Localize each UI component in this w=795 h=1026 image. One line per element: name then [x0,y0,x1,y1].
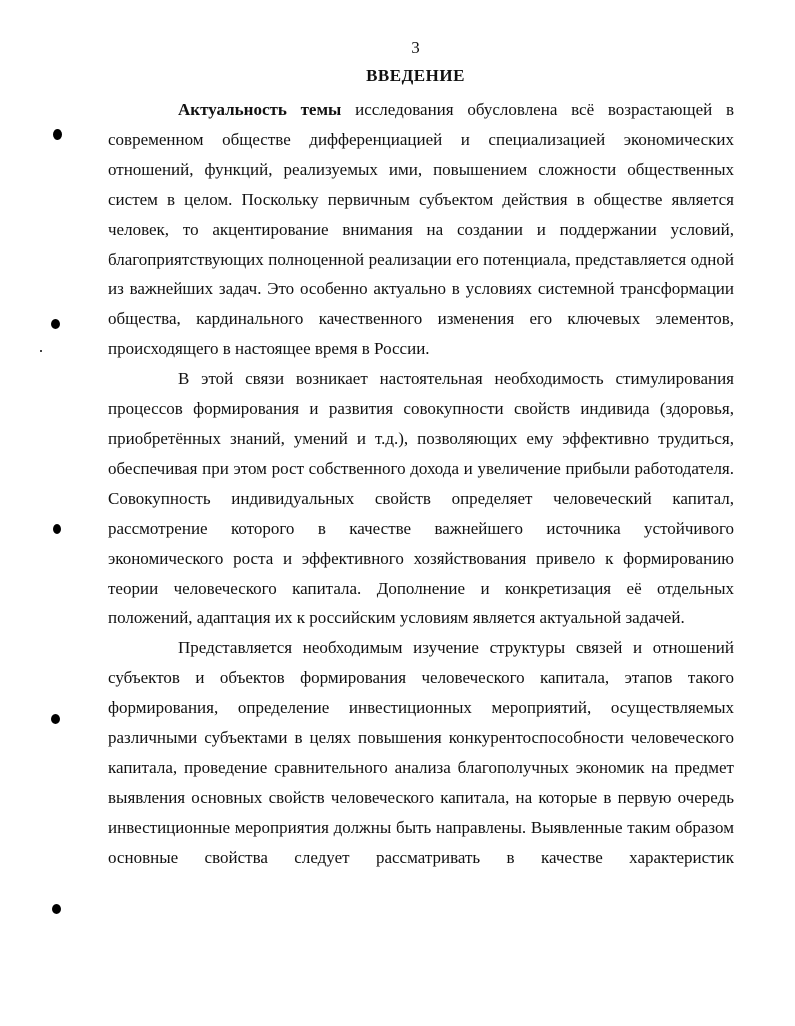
margin-punch-mark [51,714,60,724]
paragraph-text: Представляется необходимым изучение структуры связей и отношений субъектов и объектов формирования человеческого капитала, этапов такого формирования, определение инвестиционных мероприятий, осуществляемых различными субъектами в целях повышения конкурентоспособности человеческого капитала, проведение сравнительного анализа благополучных экономик на предмет выявления основных свойств человеческого капитала, на которые в первую очередь инвестиционные мероприятия должны быть направлены. Выявленные таким образом основные свойства следует рассматривать в качестве характеристик [108,638,734,867]
paragraph-text: В этой связи возникает настоятельная необходимость стимулирования процессов формирования и развития совокупности свойств индивида (здоровья, приобретённых знаний, умений и т.д.), позволяющих ему эффективно трудиться, обеспечивая при этом рост собственного дохода и увеличение прибыли работодателя. Совокупность индивидуальных свойств определяет человеческий капитал, рассмотрение которого в качестве важнейшего источника устойчивого экономического роста и эффективного хозяйствования привело к формированию теории человеческого капитала. Дополнение и конкретизация её отдельных положений, адаптация их к российским условиям является актуальной задачей. [108,369,734,628]
body-text [108,95,734,873]
margin-speck [40,350,42,352]
paragraph-relevance [108,95,734,364]
margin-punch-mark [53,524,61,534]
page-title: ВВЕДЕНИЕ [366,66,465,85]
paragraph-text: исследования обусловлена всё возрастающей в современном обществе дифференциацией и специализацией экономических отношений, функций, реализуемых ими, повышением сложности общественных систем в целом. Поскольку первичным субъектом действия в обществе является человек, то акцентирование внимания на создании и поддержании условий, благоприятствующих полноценной реализации его потенциала, представляется одной из важнейших задач. Это особенно актуально в условиях системной трансформации общества, кардинального качественного изменения его ключевых элементов, происходящего в настоящее время в России. [108,100,734,359]
relevance-lead: Актуальность темы [178,100,342,119]
paragraph-necessity [108,364,734,633]
margin-punch-mark [52,904,61,914]
paragraph-study [108,633,734,872]
margin-punch-mark [53,129,62,140]
margin-punch-mark [51,319,60,329]
page-number: 3 [411,38,420,57]
